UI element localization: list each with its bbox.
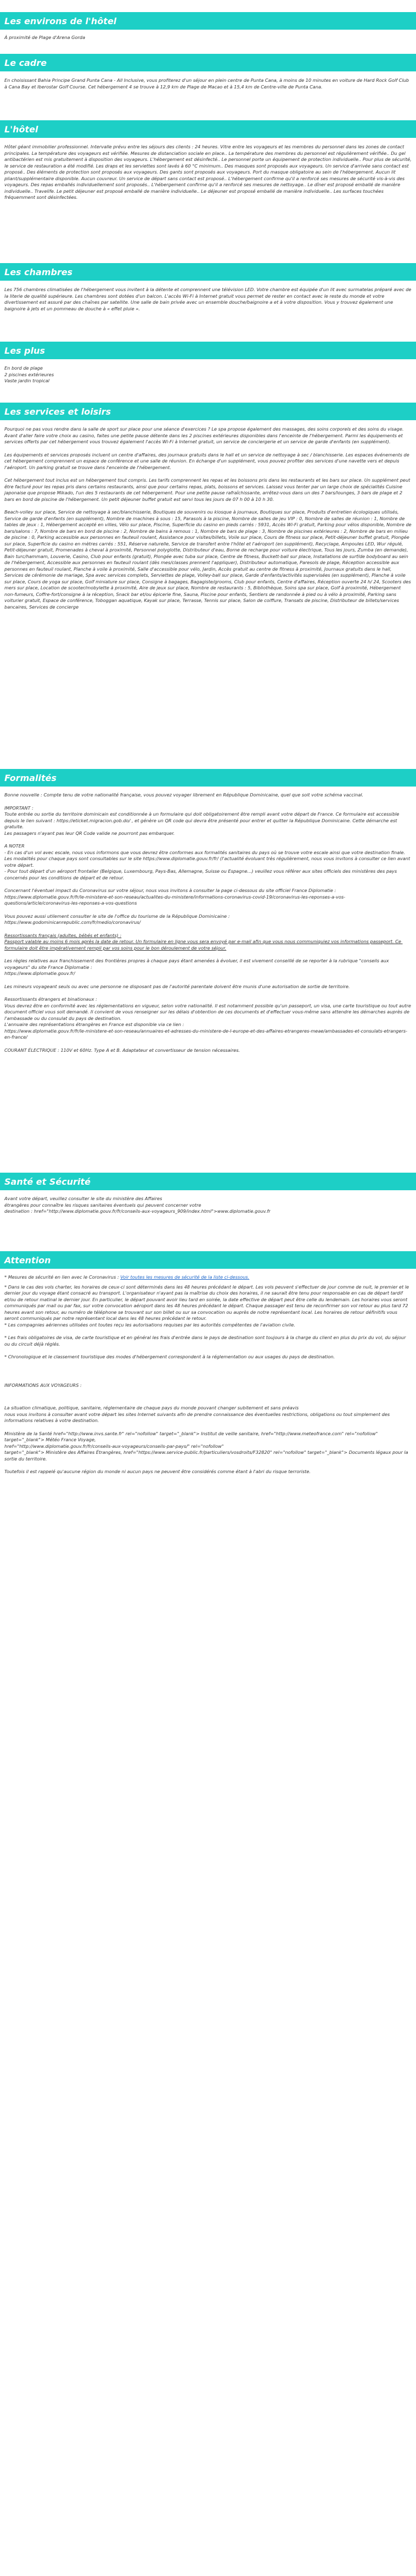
paragraph: En bord de plage 2 piscines extérieures Vaste jardin tropical bbox=[4, 365, 54, 383]
section-header bbox=[0, 54, 416, 71]
paragraph: Bonne nouvelle : Compte tenu de votre nationalité française, vous pouvez voyager librement en République Dominicaine, quel que soit votre schéma vaccinal. bbox=[4, 792, 364, 798]
section-title: L'hôtel bbox=[4, 124, 38, 135]
paragraph: * Chronologique et le classement touristique des modes d'hébergement correspondent à la réglementation ou aux usages du pays de destination. bbox=[4, 1354, 335, 1359]
covid-notice-prefix: * Mesures de sécurité en lien avec le Coronavirus : bbox=[4, 1274, 121, 1280]
paragraph: Beach-volley sur place, Service de nettoyage à sec/blanchisserie, Boutiques de souvenirs ou kiosque à journaux, Boutiques sur place, Produits d'entretien écologiques utilisés, Service de garde d'enfants (en supplément), Nombre de machines à sous : 15, Parasols à la piscine, Nombre de salles de jeu VIP : 0, Nombre de salles de réunion : 1, Nombre de tables de jeux : 1, Hébergement accepté en villes, Vélo sur place, Piscine, Superficie du casino en pieds carrés : 5931, Accès Wi-Fi gratuit, Parking pour vélos disponible, Nombre de bars/salons : 7, Nombre de bars en bord de piscine : 2, Nombre de bains à remous : 1, Nombre de bars de plage : 3, Nombre de piscines extérieures : 2, Nombre de bars en milieu de piscine : 0, Parking accessible aux personnes en fauteuil roulant, Assistance pour visites/billets, Voile sur place, Cours de fitness sur place, Petit-déjeuner buffet gratuit, Plongée sur place, Superficie du casino en mètres carrés : 551, Réserve naturelle, Service de transfert entre l'hôtel et l'aéroport (en supplément), Recyclage, Ampoules LED, Wur régulé, Petit-déjeuner gratuit, Promenades à cheval à proximité, Personnel polyglotte, Distributeur d'eau, Borne de recharge pour voiture électrique, Tous les jours, Zumba (en demande), Bain turc/hammam, Louverie, Casino, Club pour enfants (gratuit), Plongée avec tuba sur place, Centre de fitness, Buckett-ball sur place, Installations de surf/de bodyboard au sein de l'hébergement, Accessible aux personnes en fauteuil roulant (dès mes/classes prennent l'appliquer), Distributeur automatique, Paresols de plage, Réception accessible aux personnes en fauteuil roulant, Planche à voile à proximité, Salle d'accessible pour vélo, Jardin, Accès gratuit au centre de fitness à proximité, Journaux gratuits dans le hall, Services de cérémonie de mariage, Spa avec services complets, Serviettes de plage, Volley-ball sur place, Garde d'enfants/activités supervisées (en supplément), Planche à voile sur place, Cours de yoga sur place, Golf miniature sur place, Consigne à bagages, Bagagiste/grooms, Club pour enfants, Centre d'affaires, Réception ouverte 24 h/ 24, Scooters des mers sur place, Location de scooter/mobylette à proximité, Aire de jeux sur place, Nombre de restaurants : 5, Bibliothèque, Soins spa sur place, Golf à proximité, Hébergement non-fumeurs, Coffre-fort/consigne à la réception, Snack bar et/ou épicerie fine, Sauna, Piscine pour enfants, Sentiers de randonnée à pied ou à vélo à proximité, Parking sans voiturier gratuit, Espace de conférence, Toboggan aquatique, Kayak sur place, Terrasse, Tennis sur place, Salon de coiffure, Transats de piscine, Distributeur de billets/services bancaires, Services de concierge bbox=[4, 509, 413, 610]
paragraph: COURANT ÉLECTRIQUE : 110V et 60Hz. Type A et B. Adaptateur et convertisseur de tension nécessaires. bbox=[4, 1047, 240, 1053]
paragraph: Ressortissants français (adultes, bébés et enfants) : Passport valable au moins 6 mois après la date de retour. Un formulaire en ligne vous sera envoyé par e-mail afin que vous nous communiquiez vos informations passeport. Ce formulaire doit être impérativement rempli par vos soins pour le bon déroulement de votre séjour. bbox=[4, 932, 401, 951]
paragraph: * Les frais obligatoires de visa, de carte touristique et en général les frais d'entrée dans le pays de destination sont toujours à la charge du client en plus du prix du vol, du séjour ou du circuit déjà réglés. bbox=[4, 1335, 408, 1347]
paragraph: Concernant l'éventuel impact du Coronavirus sur votre séjour, nous vous invitons à consulter la page ci-dessous du site officiel France Diplomatie : https://www.diplomatie.gouv.fr/fr/le-ministere-et-son-reseau/actualites-du-ministere/informations-coronavirus-covid-19/coronavirus-les-reponses-a-vos-questions/article/coronavirus-les-reponses-a-vos-questions bbox=[4, 888, 346, 906]
paragraph: Les 756 chambres climatisées de l'hébergement vous invitent à la détente et comprennent une télévision LED. Votre chambre est équipée d'un lit avec surmatelas préparé avec de la literie de qualité supérieure. Les chambres sont dotées d'un balcon. L'accès Wi-Fi à Internet gratuit vous permet de rester en contact avec le reste du monde et votre divertissement est assuré par des chaînes par satellite. Une salle de bain privée avec un ensemble douche/baignoire a et à votre disposition. Vous y trouvez également une baignoire à jets et un pommeau de douche à « effet pluie ». bbox=[4, 287, 413, 311]
section-body bbox=[4, 144, 412, 204]
section-header bbox=[0, 1251, 416, 1269]
section-body bbox=[4, 426, 412, 614]
paragraph: Les équipements et services proposés incluent un centre d'affaires, des journaux gratuits dans le hall et un service de nettoyage à sec / blanchisserie. Les espaces événements de cet hébergement comprennent un espace de conférence et une salle de réunion. En échange d'un supplément, vous pouvez profiter des services d'une navette vers et depuis l'aéroport. Un parking gratuit se trouve dans l'enceinte de l'hébergement. bbox=[4, 451, 411, 470]
paragraph: En choisissant Bahia Principe Grand Punta Cana - All Inclusive, vous profiterez d'un séjour en plein centre de Punta Cana, à moins de 10 minutes en voiture de Hard Rock Golf Club à Cana Bay et Iberostar Golf Course. Cet hébergement 4 se trouve à 12,9 km de Plage de Macao et à 15,4 km de Centre-ville de Punta Cana. bbox=[4, 77, 411, 90]
paragraph: INFORMATIONS AUX VOYAGEURS : bbox=[4, 1382, 82, 1388]
paragraph: A NOTER - En cas d'un vol avec escale, nous vous informons que vous devrez être conformes aux formalités sanitaires du pays où se trouve votre escale ainsi que votre destination finale. Les modalités pour chaque pays sont consultables sur le site https://www.diplomatie.gouv.fr/fr/ (l'actualité évoluant très régulièrement, nous vous invitons à consulter ce lien avant votre départ. - Pour tout départ d'un aéroport frontalier (Belgique, Luxembourg, Pays-Bas, Allemagne, Suisse ou Espagne...) veuillez vous référer aux sites officiels des ministères des pays concernés pour les conditions de départ et de retour. bbox=[4, 843, 411, 880]
paragraph: Cet hébergement tout inclus est un hébergement tout compris. Les tarifs comprennent les repas et les boissons pris dans les restaurants et les bars sur place. Un supplément peut être facturé pour les repas pris dans certains restaurants, ainsi que pour certains repas, plats, boissons et services. Laissez vous tenter par un large choix de spécialités Cuisine japonaise que propose Mikado, l'un des 5 restaurants de cet hébergement. Pour une petite pause rafraîchissante, arrêtez-vous dans un des 7 bars/lounges, 3 bars de plage et 2 bars en bord de piscine de l'hébergement. Un petit déjeuner buffet gratuit est servi tous les jours de 07 h 00 à 10 h 30. bbox=[4, 477, 412, 502]
section-header bbox=[0, 403, 416, 420]
section-header bbox=[0, 1173, 416, 1190]
paragraph: IMPORTANT : Toute entrée ou sortie du territoire dominicain est conditionnée à un formulaire qui doit obligatoirement être rempli avant votre départ de France. Ce formulaire est accessible depuis le lien suivant : https://eticket.migracion.gob.do/ , et génère un QR code qui devra être présenté pour entrer et quitter la République Dominicaine. Cette démarche est gratuite. Les passagers n'ayant pas leur QR Code valide ne pourront pas embarquer. bbox=[4, 805, 400, 836]
section-title: Attention bbox=[4, 1255, 51, 1265]
section-header bbox=[0, 342, 416, 359]
section-header bbox=[0, 12, 416, 30]
covid-notice bbox=[4, 1274, 412, 1281]
section-header bbox=[0, 120, 416, 138]
paragraph: Les mineurs voyageant seuls ou avec une personne ne disposant pas de l'autorité parentale doivent être munis d'une autorisation de sortie de territoire. bbox=[4, 983, 350, 989]
section-body bbox=[4, 792, 412, 1057]
section-title: Santé et Sécurité bbox=[4, 1177, 91, 1187]
section-title: Les services et loisirs bbox=[4, 406, 111, 417]
paragraph: * Dans le cas des vols charter, les horaires de ceux-ci sont déterminés dans les 48 heures précédant le départ. Les vols peuvent s'effectuer de jour comme de nuit, le premier et le dernier jour du voyage étant consacré au transport. L'organisateur n'ayant pas la maîtrise du choix des horaires, il ne saurait être tenu pour responsable en cas de départ tardif et/ou de retour matinal le dernier jour. En particulier, le départ pouvant avoir lieu tard en soirée, la date effective de départ peut être celle du lendemain. Les horaires vous seront communiqués par mail ou par fax, sur votre convocation aéroport dans les 48 heures précédant le départ. Chaque passager est tenu de reconfirmer son vol retour au plus tard 72 heures avant son retour, au numéro de téléphone se trouvant sur son billet ou sur sa convocation ou auprès de notre représentant local. Les horaires de retour définitifs vous seront communiqués par notre représentant local dans les 48 heures précédant le retour. * Les compagnies aériennes utilisées ont toutes reçu les autorisations requises par les autorités compétentes de l'aviation civile. bbox=[4, 1284, 409, 1328]
section-title: Le cadre bbox=[4, 58, 47, 68]
covid-measures-link[interactable]: Voir toutes les mesures de sécurité de la liste ci-dessous. bbox=[120, 1274, 250, 1280]
paragraph: Ressortissants étrangers et binationaux : Vous devrez être en conformité avec les réglementations en vigueur, selon votre nationalité. Il est notamment possible qu'un passeport, un visa, une carte touristique ou tout autre document officiel vous soit demandé. Il convient de vous renseigner sur les délais d'obtention de ces documents et d'effectuer vous-même sans attendre les démarches auprès de l'ambassade ou du consulat du pays de destination. L'annuaire des représentations étrangères en France est disponible via ce lien : https://www.diplomatie.gouv.fr/fr/le-ministere-et-son-reseau/annuaires-et-adresses-du-ministere-de-l-europe-et-des-affaires-etrangeres-meae/ambassades-et-consulats-etrangers-en-france/ bbox=[4, 996, 411, 1040]
section-title: Formalités bbox=[4, 773, 57, 783]
section-header bbox=[0, 769, 416, 787]
section-body bbox=[4, 77, 412, 93]
section-title: Les chambres bbox=[4, 267, 73, 277]
section-title: Les environs de l'hôtel bbox=[4, 16, 117, 26]
section-body bbox=[4, 35, 412, 44]
section-body bbox=[4, 365, 412, 388]
section-title: Les plus bbox=[4, 345, 45, 356]
paragraph: La situation climatique, politique, sanitaire, réglementaire de chaque pays du monde pouvant changer subitement et sans préavis nous vous invitons à consulter avant votre départ les sites Internet suivants afin de prendre connaissance des éventuelles restrictions, obligations ou tout simplement des informations relatives à votre destination. bbox=[4, 1405, 390, 1423]
section-body bbox=[4, 287, 412, 315]
section-body bbox=[4, 1196, 412, 1218]
paragraph: Hôtel géant immobilier professionnel. Intervalle prévu entre les séjours des clients : 24 heures. Vitre entre les voyageurs et les membres du personnel dans les zones de contact principales. La température des voyageurs est vérifiée. Mesures de distanciation sociale en place.. La température des membres du personnel est régulièrement vérifiée.. Du gel antibactérien est mis gratuitement à disposition des voyageurs. L'hébergement est désinfecté.. Le personnel porte un équipement de protection individuelle.. Pour plus de sécurité, le service de restauration a été modifié. Les draps et les serviettes sont lavés à 60 °C minimum.. Des masques sont proposés aux voyageurs. Un service d'arrivée sans contact est proposé.. Des éléments de protection sont proposés aux voyageurs. Des gants sont proposés aux voyageurs. Port du masque obligatoire au sein de l'hébergement. Aucun lit pliant/supplémentaire disponible. Aucun couvreur. Un service de départ sans contact est proposé.. L'hébergement confirme qu'il a renforcé ses mesures de sécurité vis-à-vis des voyageurs. Des repas emballés individuellement sont proposés.. L'hébergement confirme qu'il a renforcé ses mesures de nettoyage.. Le dîner est proposé emballé de manière individuelle.. Travelife. Le petit déjeuner est proposé emballé de manière individuelle.. Le déjeuner est proposé emballé de manière individuelle.. Les surfaces touchées fréquemment sont désinfectées. bbox=[4, 144, 413, 200]
paragraph: Toutefois il est rappelé qu'aucune région du monde ni aucun pays ne peuvent être considérés comme étant à l'abri du risque terroriste. bbox=[4, 1469, 311, 1474]
paragraph: Ministère de la Santé href="http://www.invs.sante.fr" rel="nofollow" target="_blank"> Institut de veille sanitaire, href="http://www.meteofrance.com" rel="nofollow" target="_blank"> Météo France Voyage, href="http://www.diplomatie.gouv.fr/fr/conseils-aux-voyageurs/conseils-par-pays/" rel="nofollow" target="_blank"> Ministère des Affaires Étrangères, href="https://www.service-public.fr/particuliers/vosdroits/F32820" rel="nofollow" target="_blank"> Documents légaux pour la sortie du territoire. bbox=[4, 1430, 408, 1462]
paragraph: Avant votre départ, veuillez consulter le site du ministère des Affaires étrangères pour connaître les risques sanitaires éventuels qui peuvent concerner votre destination : href="http://www.diplomatie.gouv.fr/fr/conseils-aux-voyageurs_909/index.html">www.diplomatie.gouv.fr bbox=[4, 1196, 271, 1214]
paragraph: Vous pouvez aussi utilement consulter le site de l'office du tourisme de la République Dominicaine : https://www.godominicanrepublic.com/fr/medio/coronavirus/ bbox=[4, 913, 230, 925]
paragraph: À proximité de Plage d'Arena Gorda bbox=[4, 35, 86, 40]
paragraph: Pourquoi ne pas vous rendre dans la salle de sport sur place pour une séance d'exercices ? Le spa propose également des massages, des soins corporels et des soins du visage. Avant d'aller faire votre choix au casino, faites une petite pause détente dans les 2 piscines extérieures disponibles dans l'enceinte de l'hébergement. Parmi les équipements et services offerts par cet hébergement vous trouvez également l'accès Wi-Fi à Internet gratuit, un service de conciergerie et un service de garde d'enfants (en supplément). bbox=[4, 426, 406, 444]
paragraph: Les règles relatives aux franchissement des frontières propres à chaque pays étant amenées à évoluer, il est vivement conseillé de se reporter à la rubrique "conseils aux voyageurs" du site France Diplomatie : https://www.diplomatie.gouv.fr/ bbox=[4, 958, 389, 976]
section-header bbox=[0, 263, 416, 281]
section-body bbox=[4, 1274, 412, 1479]
